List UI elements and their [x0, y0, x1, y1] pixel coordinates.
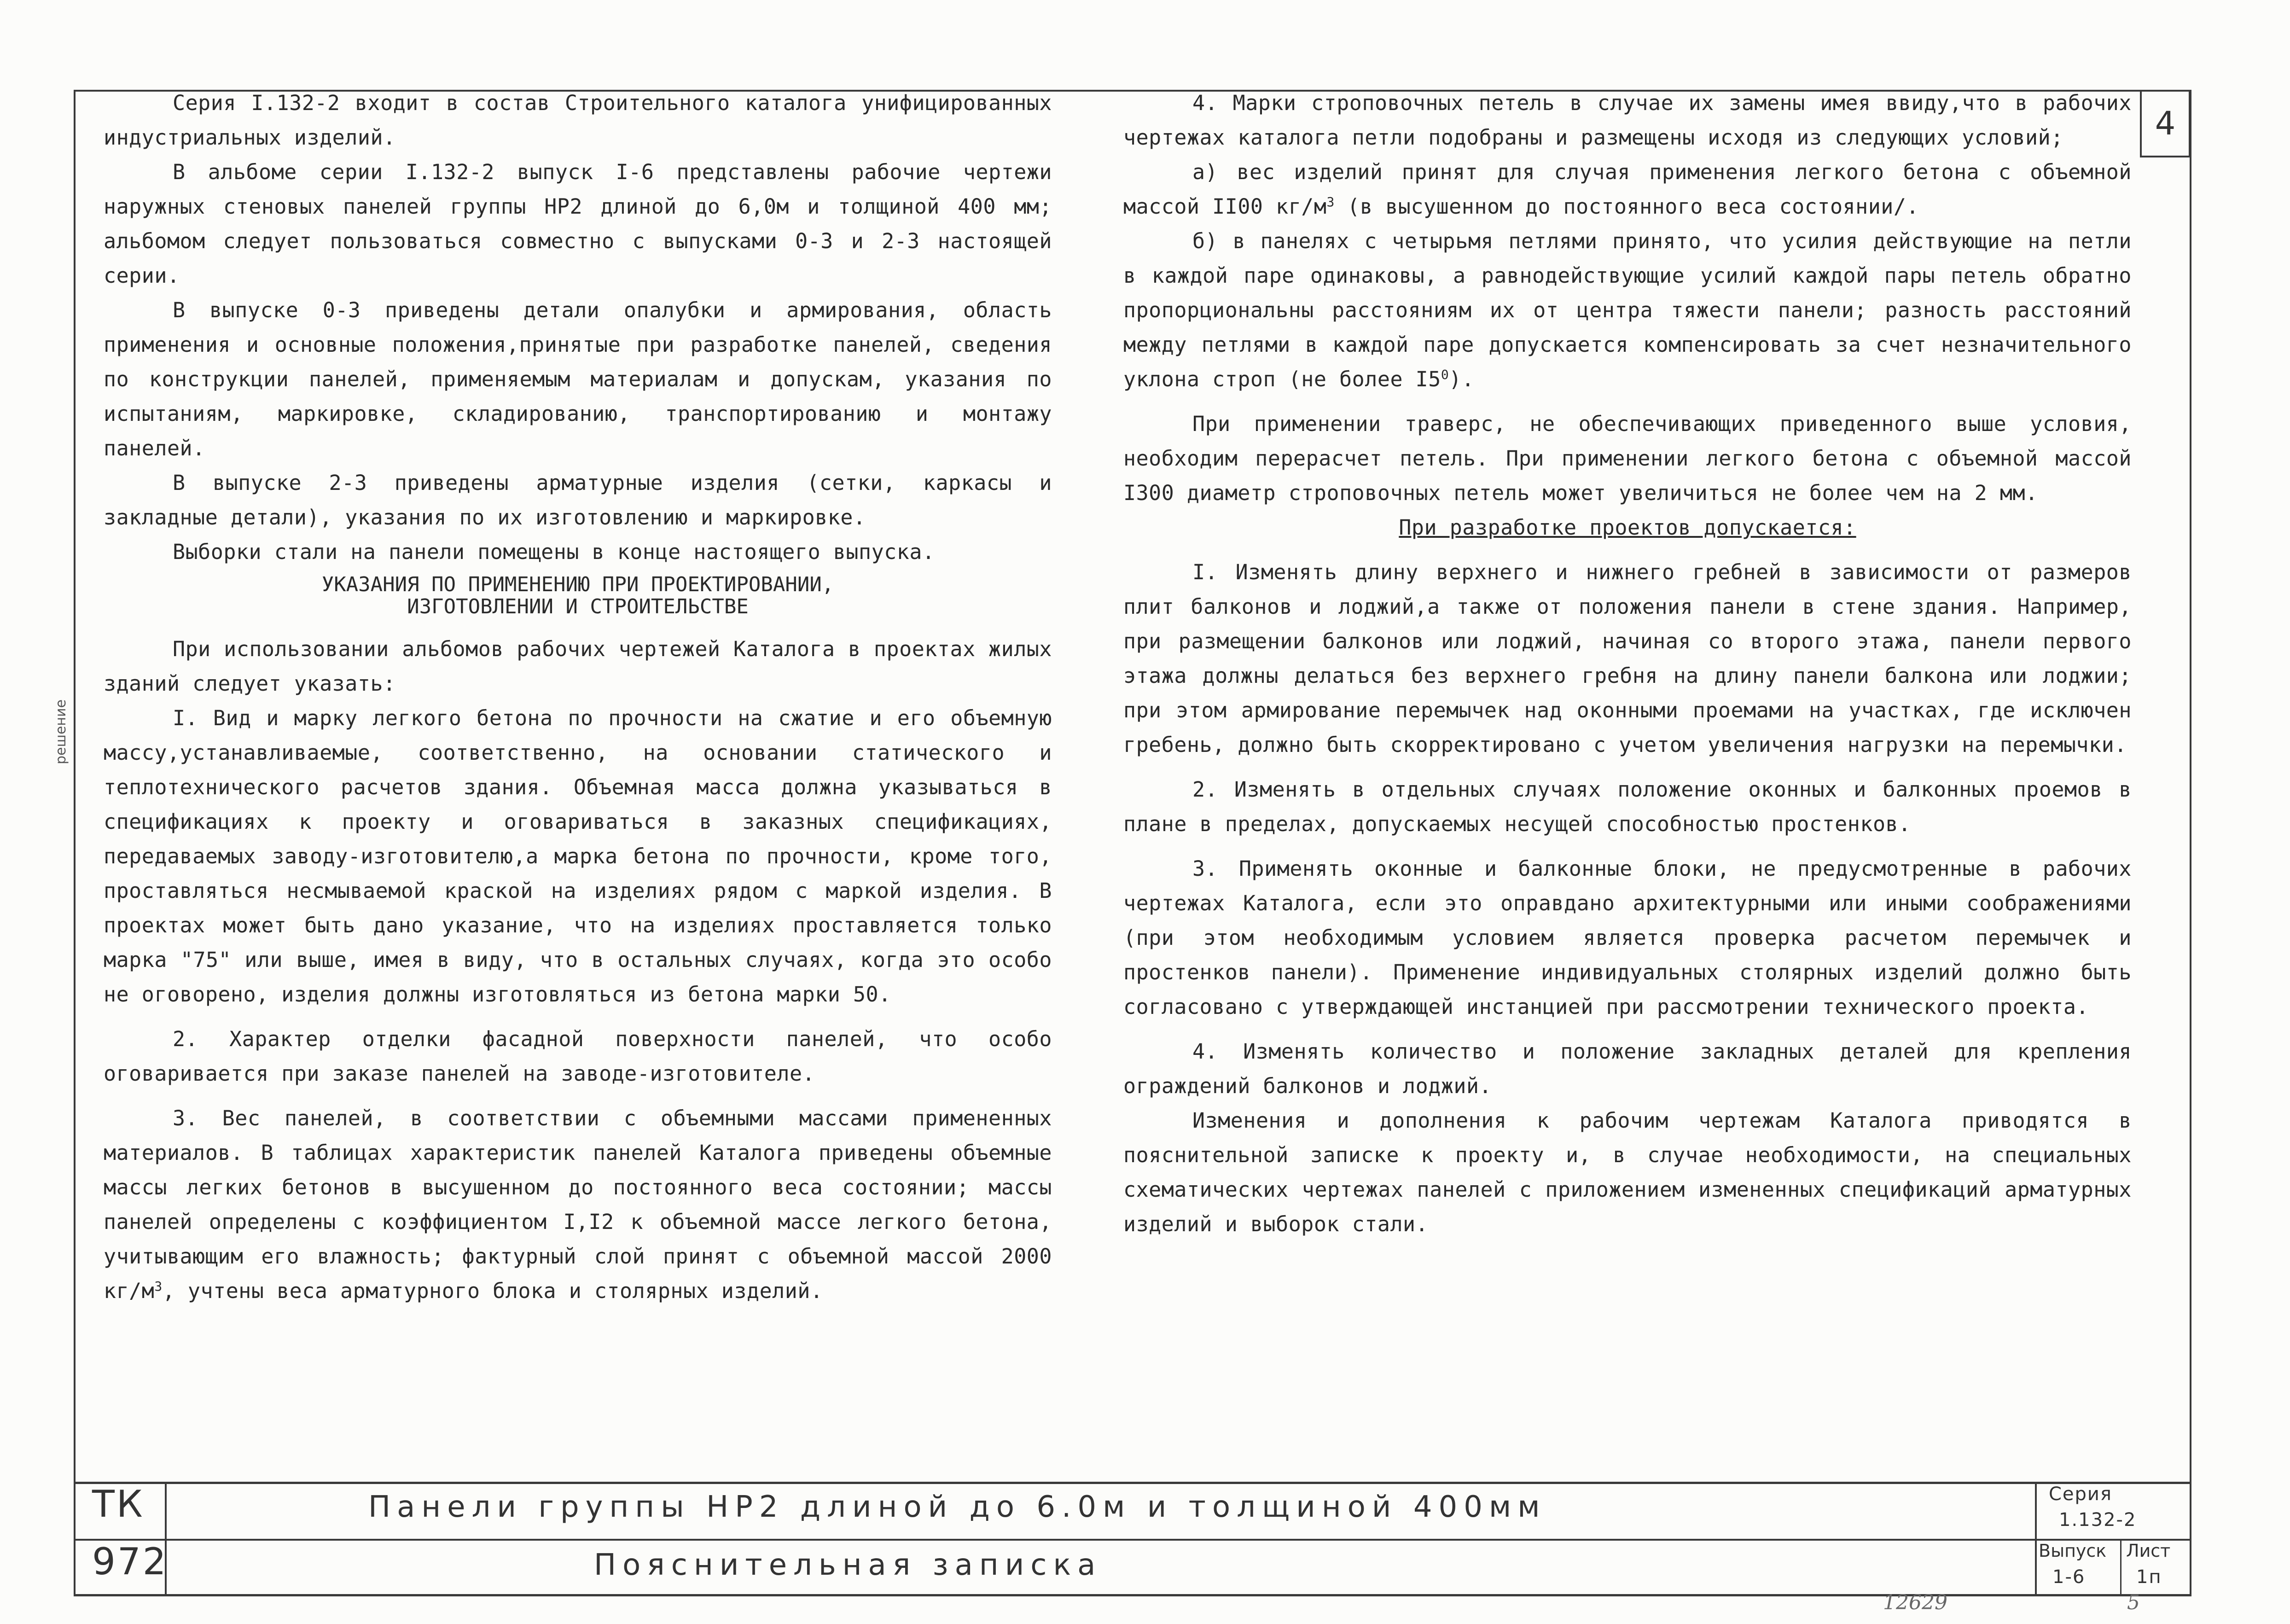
- title-block-top-line: [74, 1482, 2191, 1484]
- issue-label: Выпуск: [2039, 1541, 2107, 1561]
- intro-paragraph-5: Выборки стали на панели помещены в конце настоящего выпуска.: [173, 540, 935, 564]
- section-heading: [104, 574, 1052, 618]
- item-4-b: [1123, 224, 2132, 396]
- item-4-b-superscript: 0: [1441, 367, 1449, 382]
- section-heading-line2: ИЗГОТОВЛЕНИИ И СТРОИТЕЛЬСТВЕ: [407, 595, 749, 618]
- item-4-intro: 4. Марки строповочных петель в случае их замены имея ввиду,что в рабочих чертежах каталога петли подобраны и размещены исходя из следующих условий;: [1123, 91, 2132, 150]
- section-heading-line1: УКАЗАНИЯ ПО ПРИМЕНЕНИЮ ПРИ ПРОЕКТИРОВАНИИ,: [321, 573, 834, 596]
- issue-value: 1-6: [2052, 1566, 2086, 1588]
- item-4-b-text-end: ).: [1449, 367, 1475, 391]
- usage-item-3-superscript: 3: [154, 1279, 163, 1294]
- series-value: 1.132-2: [2059, 1509, 2137, 1531]
- item-4-a-text: а) вес изделий принят для случая применения легкого бетона с объемной массой II00 кг/м: [1123, 160, 2132, 219]
- inventory-number: 12629: [1883, 1591, 1947, 1614]
- intro-paragraph-4: В выпуске 2-3 приведены арматурные изделия (сетки, каркасы и закладные детали), указания по их изготовлению и маркировке.: [104, 471, 1052, 530]
- usage-item-2: 2. Характер отделки фасадной поверхности панелей, что особо оговаривается при заказе панелей на заводе-изготовителе.: [104, 1027, 1052, 1086]
- usage-item-3-text-b: , учтены веса арматурного блока и столярных изделий.: [162, 1279, 823, 1303]
- allowance-2: 2. Изменять в отдельных случаях положение оконных и балконных проемов в плане в пределах, допускаемых несущей способностью простенков.: [1123, 777, 2132, 836]
- intro-paragraph-2: В альбоме серии I.132-2 выпуск I-6 представлены рабочие чертежи наружных стеновых панелей группы НР2 длиной до 6,0м и толщиной 400 мм; альбомом следует пользоваться совместно с выпусками 0-3 и 2-3 настоящей серии.: [104, 160, 1052, 288]
- left-column: [104, 86, 1052, 1308]
- allowance-4: 4. Изменять количество и положение закладных деталей для крепления ограждений балконов и лоджий.: [1123, 1039, 2132, 1098]
- item-4-a-text-end: (в высушенном до постоянного веса состоянии/.: [1334, 194, 1919, 219]
- sheet-number-box: 4: [2140, 90, 2191, 157]
- closing-paragraph: Изменения и дополнения к рабочим чертежам Каталога приводятся в пояснительной записке к проекту и, в случае необходимости, на специальных схематических чертежах панелей с приложением измененных спецификаций арматурных изделий и выборок стали.: [1123, 1108, 2132, 1236]
- org-code-bottom: 972: [92, 1540, 168, 1583]
- intro-paragraph-1: Серия I.132-2 входит в состав Строительного каталога унифицированных индустриальных изделий.: [104, 91, 1052, 150]
- item-4-b-text: б) в панелях с четырьмя петлями принято, что усилия действующие на петли в каждой паре одинаковы, а равнодействующие усилий каждой пары петель обратно пропорциональны расстояниям их от центра тяжести панели; разность расстояний между петлями в каждой паре допускается компенсировать за счет незначительного уклона строп (не более I5: [1123, 229, 2132, 391]
- title-block-middle-line: [74, 1539, 2191, 1541]
- item-4-a: [1123, 155, 2132, 224]
- allowance-1: I. Изменять длину верхнего и нижнего гребней в зависимости от размеров плит балконов и лоджий,а также от положения панели в стене здания. Например, при размещении балконов или лоджий, начиная со второго этажа, панели первого этажа должны делаться без верхнего гребня на длину панели балкона или лоджии; при этом армирование перемычек над оконными проемами на участках, где исключен гребень, должно быть скорректировано с учетом увеличения нагрузки на перемычки.: [1123, 560, 2132, 757]
- side-stamp: решение: [53, 699, 69, 765]
- series-label: Серия: [2049, 1484, 2112, 1505]
- intro-paragraph-3: В выпуске 0-3 приведены детали опалубки и армирования, область применения и основные положения,принятые при разработке панелей, сведения по конструкции панелей, применяемым материалам и допускам, указания по испытаниям, маркировке, складированию, транспортированию и монтажу панелей.: [104, 298, 1052, 460]
- title-block-bottom-line: [74, 1594, 2191, 1596]
- traverse-paragraph: При применении траверс, не обеспечивающих приведенного выше условия, необходим перерасчет петель. При применении легкого бетона с объемной массой I300 диаметр строповочных петель может увеличиться не более чем на 2 мм.: [1123, 412, 2132, 505]
- page-number: 5: [2127, 1591, 2140, 1614]
- title-block-series-divider: [2035, 1482, 2037, 1596]
- usage-item-3: [104, 1101, 1052, 1308]
- sheet-value: 1п: [2136, 1566, 2162, 1588]
- usage-intro: При использовании альбомов рабочих чертежей Каталога в проектах жилых зданий следует указать:: [104, 637, 1052, 696]
- drawing-title: Панели группы НР2 длиной до 6.0м и толщиной 400мм: [368, 1490, 1546, 1524]
- right-column: [1123, 86, 2132, 1241]
- sheet-label: Лист: [2126, 1541, 2171, 1561]
- title-block-issue-sheet-divider: [2120, 1539, 2121, 1595]
- frame-right-line: [2190, 90, 2191, 1595]
- usage-item-1: I. Вид и марку легкого бетона по прочности на сжатие и его объемную массу,устанавливаемые, соответственно, на основании статического и теплотехнического расчетов здания. Объемная масса должна указываться в спецификациях к проекту и оговариваться в заказных спецификациях, передаваемых заводу-изготовителю,а марка бетона по прочности, кроме того, проставляться несмываемой краской на изделиях рядом с маркой изделия. В проектах может быть дано указание, что на изделиях проставляется только марка "75" или выше, имея в виду, что в остальных случаях, когда это особо не оговорено, изделия должны изготовляться из бетона марки 50.: [104, 706, 1052, 1007]
- allowance-3: 3. Применять оконные и балконные блоки, не предусмотренные в рабочих чертежах Каталога, если это оправдано архитектурными или иными соображениями (при этом необходимым условием является проверка расчетом перемычек и простенков панели). Применение индивидуальных столярных изделий должно быть согласовано с утверждающей инстанцией при рассмотрении технического проекта.: [1123, 856, 2132, 1019]
- drawing-subtitle: Пояснительная записка: [594, 1548, 1102, 1582]
- allowances-subheading: При разработке проектов допускается:: [1399, 515, 1856, 540]
- org-code-top: ТК: [92, 1483, 145, 1525]
- frame-left-line: [74, 90, 76, 1595]
- usage-item-3-text-a: 3. Вес панелей, в соответствии с объемными массами примененных материалов. В таблицах характеристик панелей Каталога приведены объемные массы легких бетонов в высушенном до постоянного веса состоянии; массы панелей определены с коэффициентом I,I2 к объемной массе легкого бетона, учитывающим его влажность; фактурный слой принят с объемной массой 2000 кг/м: [104, 1106, 1052, 1303]
- item-4-a-superscript: 3: [1326, 194, 1335, 210]
